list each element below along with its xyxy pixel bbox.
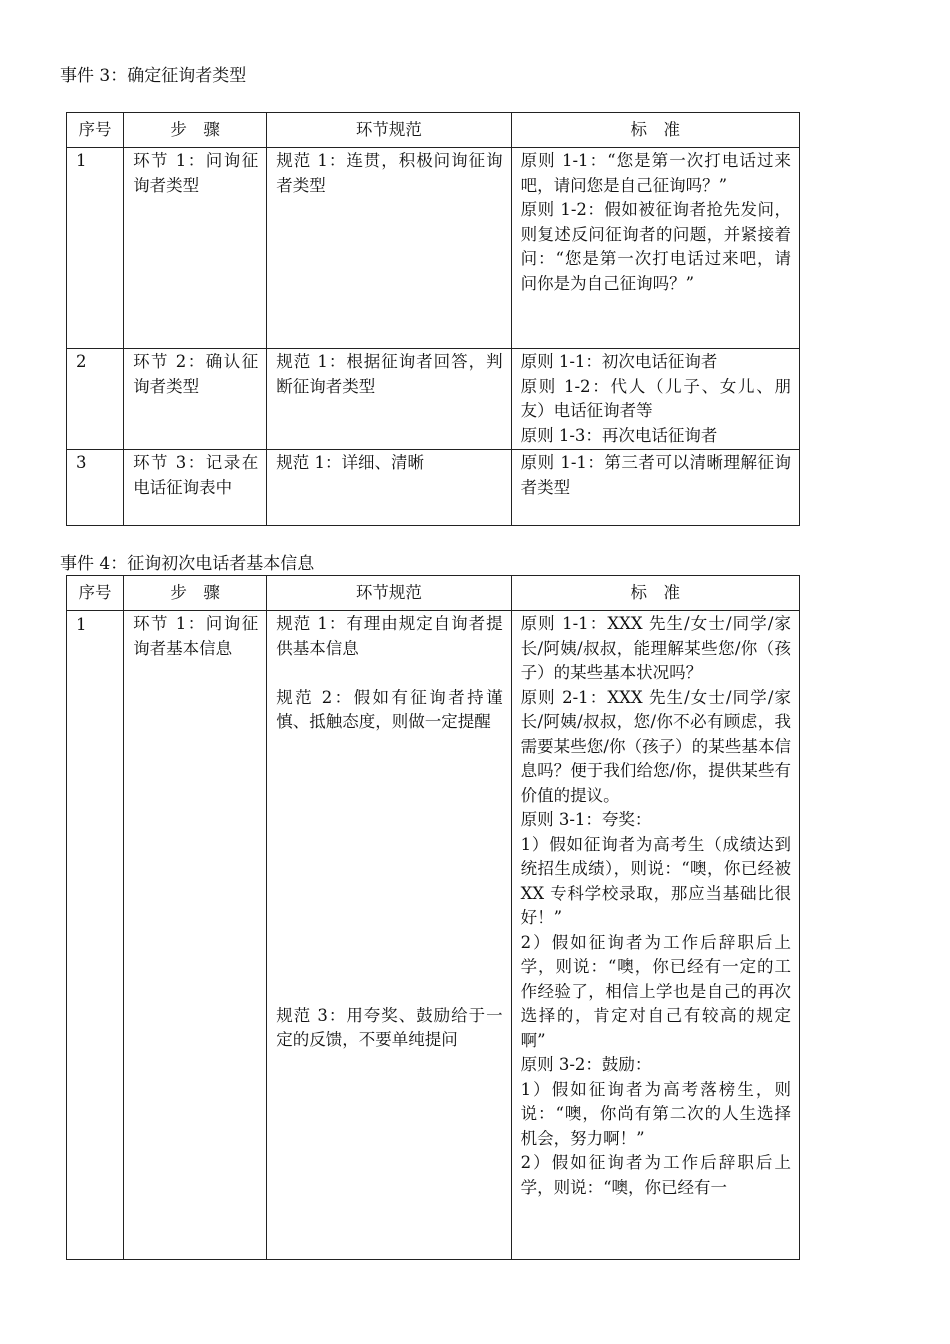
header-num: 序号 (67, 113, 124, 148)
row-step: 环节 2：确认征询者类型 (124, 349, 267, 450)
standard-line: 原则 1-2：假如被征询者抢先发问，则复述反问征询者的问题，并紧接着问：“您是第一次打电话过来吧，请问你是为自己征询吗？” (520, 200, 791, 293)
standard-line: 原则 3-1：夸奖： (520, 810, 652, 829)
row-norm: 规范 1：连贯，积极问询征询者类型 (267, 148, 511, 349)
header-step: 步 骤 (124, 576, 267, 611)
row-num: 2 (67, 349, 124, 450)
row-num: 1 (67, 611, 124, 1260)
header-norm: 环节规范 (267, 576, 511, 611)
standard-line: 原则 2-1：XXX 先生/女士/同学/家长/阿姨/叔叔，您/你不必有顾虑，我需要某些您/你（孩子）的某些基本信息吗？便于我们给您/你，提供某些有价值的提议。 (520, 687, 791, 805)
norm-line: 规范 2：假如有征询者持谨慎、抵触态度，则做一定提醒 (276, 687, 503, 731)
header-standard: 标 准 (511, 576, 799, 611)
row-num: 1 (67, 148, 124, 349)
row-step: 环节 1：问询征询者类型 (124, 148, 267, 349)
standard-line: 2）假如征询者为工作后辞职后上学，则说：“噢，你已经有一 (520, 1153, 791, 1197)
header-num: 序号 (67, 576, 124, 611)
standard-line: 原则 1-1：“您是第一次打电话过来吧，请问您是自己征询吗？” (520, 151, 791, 195)
header-standard: 标 准 (511, 113, 799, 148)
standard-line: 原则 1-1：第三者可以清晰理解征询者类型 (520, 453, 791, 497)
table-row (67, 611, 800, 1260)
row-step: 环节 1：问询征询者基本信息 (124, 611, 267, 1260)
header-step: 步 骤 (124, 113, 267, 148)
standard-line: 1）假如征询者为高考生（成绩达到统招生成绩），则说：“噢，你已经被 XX 专科学校录取，那应当基础比很好！” (520, 834, 791, 927)
row-norm: 规范 1：详细、清晰 (267, 450, 511, 526)
table-row (67, 450, 800, 526)
row-standard (511, 450, 799, 526)
event4-table (66, 575, 800, 1260)
table-row (67, 349, 800, 450)
standard-line: 原则 3-2：鼓励： (520, 1055, 652, 1074)
row-step: 环节 3：记录在电话征询表中 (124, 450, 267, 526)
header-norm: 环节规范 (267, 113, 511, 148)
row-standard (511, 611, 799, 1260)
table-header-row (67, 576, 800, 611)
row-norm (267, 611, 511, 1260)
standard-line: 原则 1-2：代人（儿子、女儿、朋友）电话征询者等 (520, 376, 791, 420)
standard-line: 2）假如征询者为工作后辞职后上学，则说：“噢，你已经有一定的工作经验了，相信上学也是自己的再次选择的，肯定对自己有较高的规定啊” (520, 932, 791, 1050)
row-num: 3 (67, 450, 124, 526)
standard-line: 1）假如征询者为高考落榜生，则说：“噢，你尚有第二次的人生选择机会，努力啊！” (520, 1079, 791, 1148)
standard-line: 原则 1-1：XXX 先生/女士/同学/家长/阿姨/叔叔，能理解某些您/你（孩子）的某些基本状况吗？ (520, 614, 791, 682)
row-norm: 规范 1：根据征询者回答，判断征询者类型 (267, 349, 511, 450)
row-standard (511, 349, 799, 450)
event3-title: 事件 3：确定征询者类型 (60, 66, 247, 86)
norm-line: 规范 3：用夸奖、鼓励给于一定的反馈，不要单纯提问 (276, 1005, 503, 1049)
row-standard (511, 148, 799, 349)
standard-line: 原则 1-3：再次电话征询者 (520, 425, 718, 445)
table-header-row (67, 113, 800, 148)
table-row (67, 148, 800, 349)
norm-line: 规范 1：有理由规定自询者提供基本信息 (276, 614, 503, 658)
standard-line: 原则 1-1：初次电话征询者 (520, 352, 718, 371)
event3-table (66, 112, 800, 526)
event4-title: 事件 4：征询初次电话者基本信息 (60, 554, 315, 574)
